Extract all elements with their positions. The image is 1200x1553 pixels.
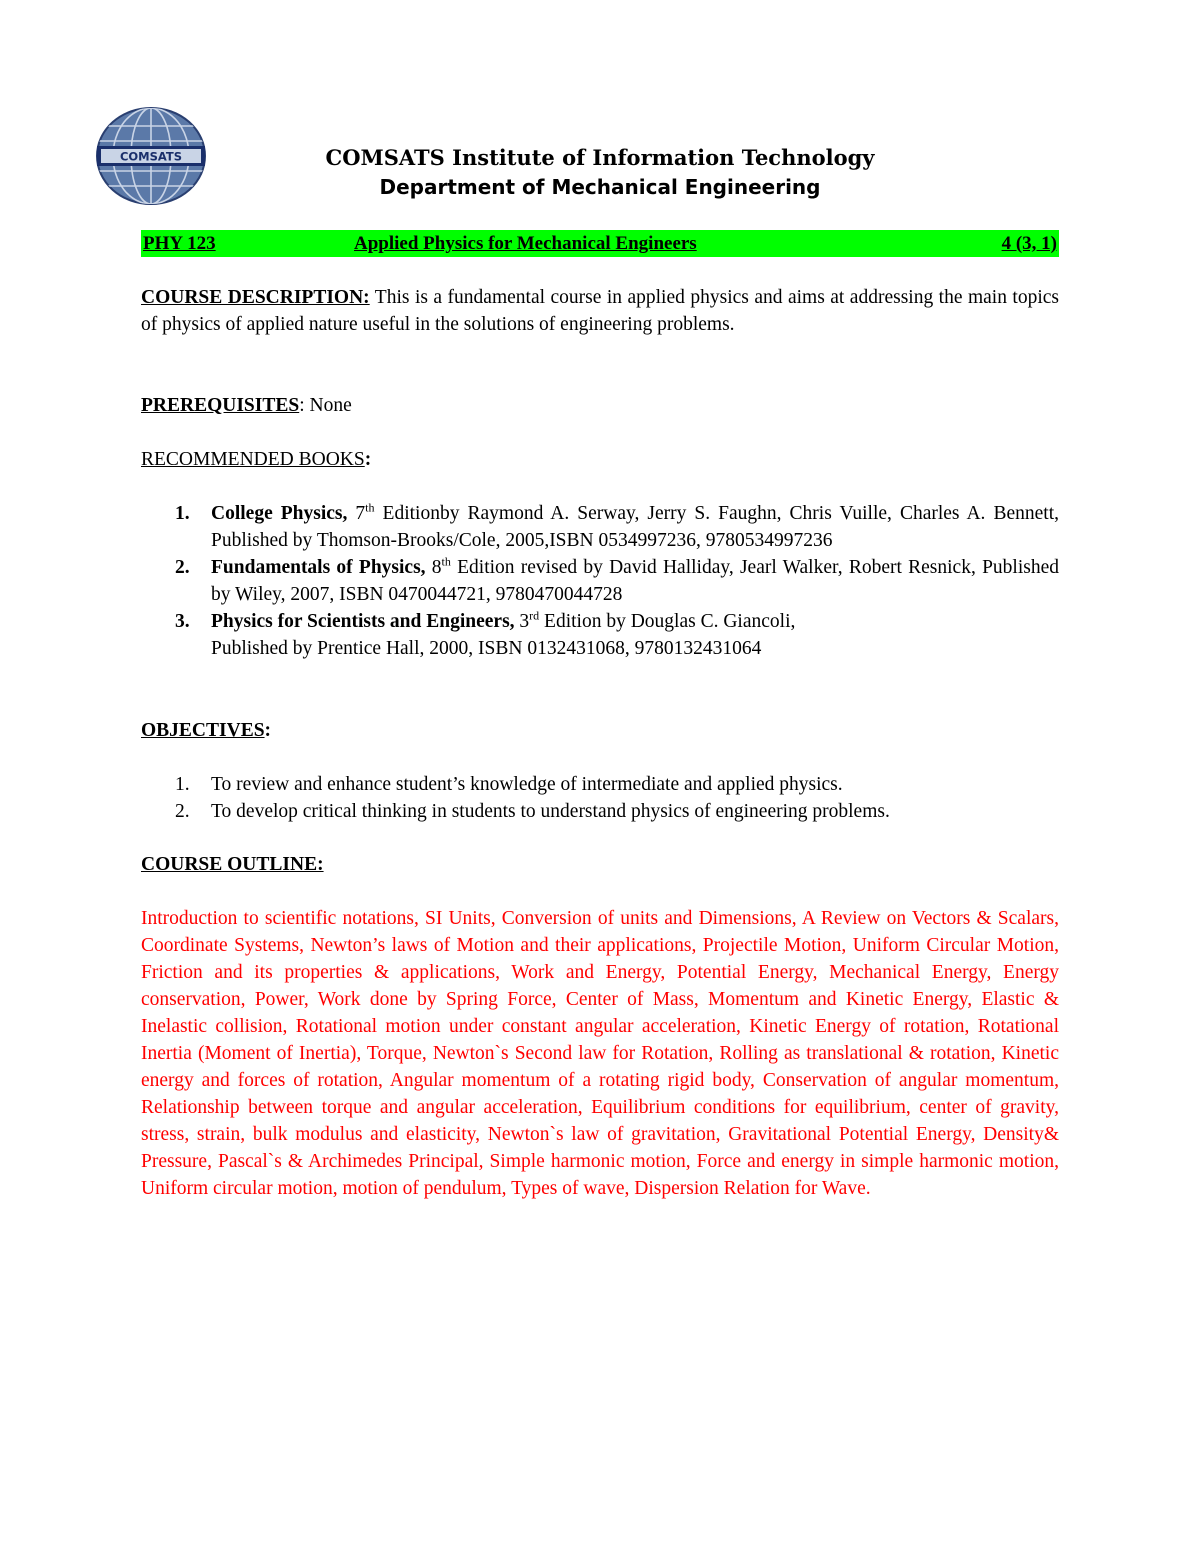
objectives-list xyxy=(141,771,1059,825)
objective-item xyxy=(141,771,1059,798)
book-details: Editionby Raymond A. Serway, Jerry S. Faughn, Chris Vuille, Charles A. Bennett, Published by Thomson-Brooks/Cole, 2005,ISBN 0534997236, 9780534997236 xyxy=(211,503,1059,551)
book-details-line2: Published by Prentice Hall, 2000, ISBN 0132431068, 9780132431064 xyxy=(211,638,762,659)
book-title: College Physics, xyxy=(211,503,348,524)
objective-text: To review and enhance student’s knowledge of intermediate and applied physics. xyxy=(211,774,843,795)
objective-number: 1. xyxy=(175,774,190,795)
course-credits: 4 (3, 1) xyxy=(1001,233,1057,254)
course-description-label: COURSE DESCRIPTION: xyxy=(141,287,370,308)
book-item xyxy=(141,608,1059,662)
course-info-bar xyxy=(141,230,1059,257)
book-item xyxy=(141,554,1059,608)
department-name: Department of Mechanical Engineering xyxy=(379,175,821,199)
book-edition-sup: th xyxy=(365,500,375,515)
objective-text: To develop critical thinking in students to understand physics of engineering problems. xyxy=(211,801,890,822)
course-code: PHY 123 xyxy=(143,233,216,254)
objective-number: 2. xyxy=(175,801,190,822)
book-edition-sup: rd xyxy=(529,608,540,623)
objectives-label: OBJECTIVES xyxy=(141,720,265,741)
book-item xyxy=(141,500,1059,554)
objectives-heading xyxy=(141,717,1059,744)
course-outline-text: Introduction to scientific notations, SI Units, Conversion of units and Dimensions, A Review on Vectors & Scalars, Coordinate Systems, Newton’s laws of Motion and their applications, Projectile Motion, Uniform Circular Motion, Friction and its properties & applications, Work and Energy, Potential Energy, Mechanical Energy, Energy conservation, Power, Work done by Spring Force, Center of Mass, Momentum and Kinetic Energy, Elastic & Inelastic collision, Rotational motion under constant angular acceleration, Kinetic Energy of rotation, Rotational Inertia (Moment of Inertia), Torque, Newton`s Second law for Rotation, Rolling as translational & rotation, Kinetic energy and forces of rotation, Angular momentum of a rotating rigid body, Conservation of angular momentum, Relationship between torque and angular acceleration, Equilibrium conditions for equilibrium, center of gravity, stress, strain, bulk modulus and elasticity, Newton`s law of gravitation, Gravitational Potential Energy, Density& Pressure, Pascal`s & Archimedes Principal, Simple harmonic motion, Force and energy in simple harmonic motion, Uniform circular motion, motion of pendulum, Types of wave, Dispersion Relation for Wave. xyxy=(141,908,1059,1199)
institute-name: COMSATS Institute of Information Technology xyxy=(325,145,875,170)
book-edition: 3 xyxy=(514,611,530,632)
book-number: 3. xyxy=(175,611,190,632)
course-description xyxy=(141,284,1059,338)
book-details: Edition revised by David Halliday, Jearl Walker, Robert Resnick, Published by Wiley, 2007, ISBN 0470044721, 9780470044728 xyxy=(211,557,1059,605)
course-outline-label: COURSE OUTLINE: xyxy=(141,854,324,875)
recommended-books-heading xyxy=(141,446,1059,473)
book-list xyxy=(141,500,1059,662)
recommended-books-label: RECOMMENDED BOOKS xyxy=(141,449,365,470)
course-description-text: This is a fundamental course in applied physics and aims at addressing the main topics of physics of applied nature useful in the solutions of engineering problems. xyxy=(141,287,1060,335)
logo-text: COMSATS xyxy=(119,149,183,164)
prerequisites-label: PREREQUISITES xyxy=(141,395,300,416)
book-details: Edition by Douglas C. Giancoli, xyxy=(539,611,796,632)
book-title: Physics for Scientists and Engineers, xyxy=(211,611,515,632)
book-edition: 7 xyxy=(347,503,366,524)
book-title: Fundamentals of Physics, xyxy=(211,557,426,578)
objectives-colon: : xyxy=(264,720,272,741)
prerequisites xyxy=(141,392,1059,419)
prerequisites-text: : None xyxy=(299,395,352,416)
comsats-logo xyxy=(95,106,207,206)
book-number: 1. xyxy=(175,503,190,524)
recommended-books-colon: : xyxy=(364,449,372,470)
book-number: 2. xyxy=(175,557,190,578)
course-title: Applied Physics for Mechanical Engineers xyxy=(354,233,697,254)
objective-item xyxy=(141,798,1059,825)
course-outline-heading xyxy=(141,851,1059,878)
book-edition-sup: th xyxy=(441,554,451,569)
book-edition: 8 xyxy=(425,557,442,578)
